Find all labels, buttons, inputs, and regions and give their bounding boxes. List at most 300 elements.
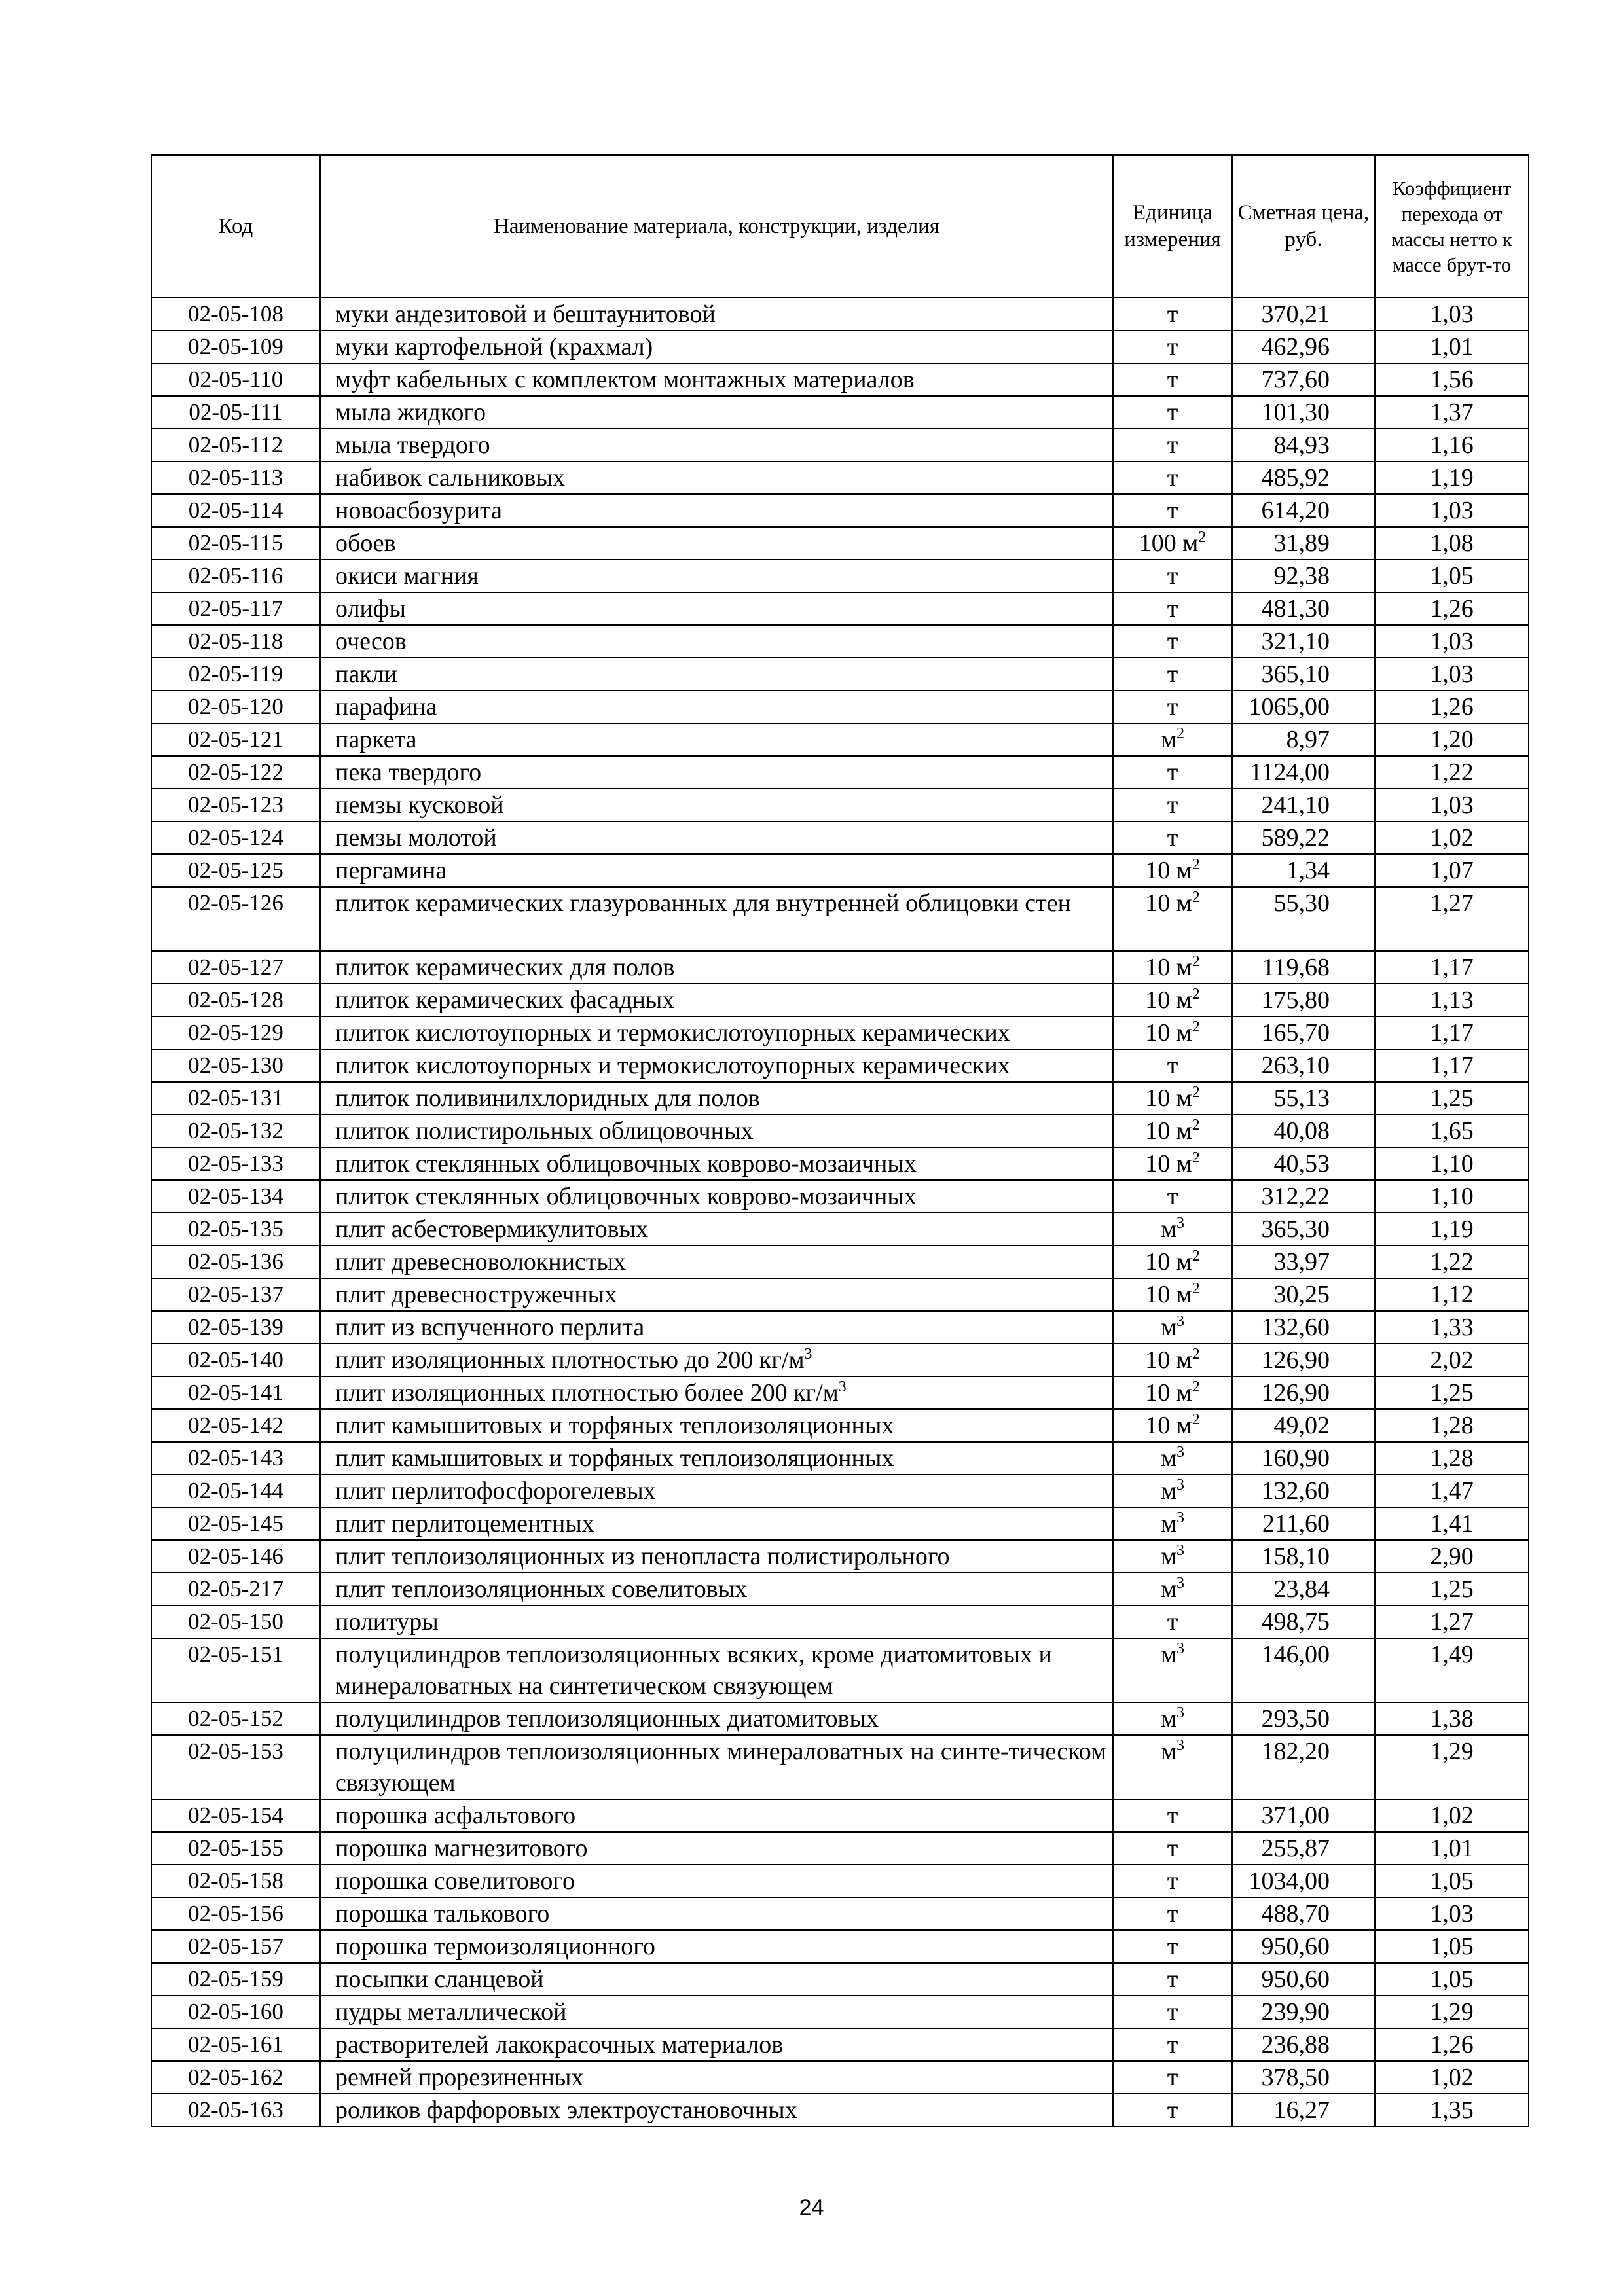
code-cell [151, 1930, 320, 1963]
coefficient-cell-text: 1,03 [1430, 791, 1474, 819]
code-cell [151, 984, 320, 1016]
code-cell-text: 02-05-114 [188, 497, 283, 523]
unit-cell [1113, 1897, 1232, 1930]
coefficient-cell-text: 1,10 [1430, 1183, 1474, 1210]
name-cell [320, 1016, 1113, 1049]
unit-cell [1113, 1475, 1232, 1507]
coefficient-cell-text: 1,27 [1430, 1608, 1474, 1636]
unit-cell [1113, 658, 1232, 691]
code-cell [151, 1702, 320, 1735]
table-row [151, 789, 1529, 821]
code-cell-text: 02-05-151 [188, 1641, 283, 1667]
name-cell [320, 1832, 1113, 1865]
unit-cell-text: 10 м [1145, 1379, 1192, 1407]
code-cell-text: 02-05-123 [188, 792, 283, 817]
code-cell-text: 02-05-135 [188, 1216, 283, 1242]
unit-cell-text: т [1167, 399, 1178, 426]
code-cell-text: 02-05-154 [188, 1803, 283, 1828]
price-cell [1232, 854, 1375, 887]
unit-cell-text: м [1160, 1641, 1177, 1668]
coefficient-cell-text: 1,05 [1430, 562, 1474, 590]
code-cell [151, 789, 320, 821]
coefficient-cell [1375, 429, 1529, 461]
code-cell-text: 02-05-124 [188, 825, 283, 850]
unit-cell-text: м [1160, 1705, 1177, 1732]
code-cell-text: 02-05-152 [188, 1706, 283, 1731]
price-cell-text: 55,13 [1273, 1085, 1330, 1112]
price-cell-text: 1124,00 [1249, 759, 1330, 786]
name-cell-text: муки андезитовой и бештаунитовой [335, 300, 716, 328]
unit-cell [1113, 1638, 1232, 1702]
price-cell [1232, 1049, 1375, 1082]
unit-cell-text: м [1160, 1444, 1177, 1472]
name-cell [320, 2028, 1113, 2061]
coefficient-cell-text: 1,22 [1430, 1248, 1474, 1276]
code-cell-text: 02-05-128 [188, 987, 283, 1013]
unit-cell [1113, 1865, 1232, 1897]
price-cell-text: 1065,00 [1249, 693, 1330, 721]
price-cell [1232, 1799, 1375, 1832]
coefficient-cell-text: 1,22 [1430, 759, 1474, 786]
table-row [151, 1832, 1529, 1865]
price-cell [1232, 560, 1375, 592]
unit-cell [1113, 2061, 1232, 2094]
unit-cell-text: т [1167, 1998, 1178, 2026]
table-row [151, 887, 1529, 951]
unit-cell [1113, 1799, 1232, 1832]
code-cell-text: 02-05-113 [188, 465, 283, 490]
coefficient-cell [1375, 560, 1529, 592]
coefficient-cell [1375, 527, 1529, 560]
name-cell [320, 1082, 1113, 1115]
coefficient-cell [1375, 691, 1529, 723]
code-cell-text: 02-05-122 [188, 759, 283, 785]
name-cell-text: плит камышитовых и торфяных теплоизоляционных [335, 1412, 894, 1439]
price-cell [1232, 429, 1375, 461]
price-cell [1232, 2094, 1375, 2126]
code-cell-text: 02-05-157 [188, 1933, 283, 1959]
table-row [151, 691, 1529, 723]
price-cell [1232, 1475, 1375, 1507]
coefficient-cell-text: 1,10 [1430, 1150, 1474, 1177]
table-row [151, 560, 1529, 592]
table-row [151, 1735, 1529, 1799]
header-row [151, 155, 1529, 298]
code-cell-text: 02-05-142 [188, 1412, 283, 1438]
coefficient-cell-text: 1,12 [1430, 1281, 1474, 1308]
unit-cell-text: т [1167, 1183, 1178, 1210]
unit-cell [1113, 723, 1232, 756]
coefficient-cell [1375, 1832, 1529, 1865]
price-cell [1232, 1246, 1375, 1278]
unit-cell [1113, 1180, 1232, 1213]
coefficient-cell-text: 1,49 [1430, 1641, 1474, 1668]
unit-cell-text: т [1167, 2064, 1178, 2091]
unit-cell-text: м [1160, 1575, 1177, 1603]
code-cell [151, 854, 320, 887]
coefficient-cell-text: 1,05 [1430, 1933, 1474, 1960]
code-cell-text: 02-05-144 [188, 1478, 283, 1503]
unit-cell-text: т [1167, 497, 1178, 524]
unit-cell-text: т [1167, 1835, 1178, 1862]
unit-cell [1113, 1409, 1232, 1442]
unit-cell [1113, 2028, 1232, 2061]
coefficient-cell-text: 1,25 [1430, 1575, 1474, 1603]
price-cell-text: 132,60 [1261, 1314, 1330, 1341]
unit-cell [1113, 1573, 1232, 1605]
coefficient-cell [1375, 2061, 1529, 2094]
unit-cell [1113, 1507, 1232, 1540]
price-cell-text: 49,02 [1273, 1412, 1330, 1439]
coefficient-cell-text: 1,16 [1430, 431, 1474, 459]
name-cell-text: растворителей лакокрасочных материалов [335, 2031, 784, 2058]
table-row [151, 461, 1529, 494]
name-cell [320, 429, 1113, 461]
table-row [151, 1311, 1529, 1344]
unit-cell-text: т [1167, 791, 1178, 819]
price-cell-text: 263,10 [1261, 1052, 1330, 1079]
price-cell-text: 33,97 [1273, 1248, 1330, 1276]
name-cell-text: порошка магнезитового [335, 1835, 588, 1862]
name-cell [320, 560, 1113, 592]
unit-cell-text: 10 м [1145, 889, 1192, 917]
coefficient-cell [1375, 1475, 1529, 1507]
coefficient-cell [1375, 1246, 1529, 1278]
coefficient-cell [1375, 1344, 1529, 1376]
code-cell-text: 02-05-143 [188, 1445, 283, 1471]
coefficient-cell [1375, 625, 1529, 658]
price-cell-text: 16,27 [1273, 2096, 1330, 2124]
unit-cell-superscript: 2 [1192, 1149, 1200, 1166]
price-cell-text: 8,97 [1286, 726, 1330, 753]
coefficient-cell-text: 1,56 [1430, 366, 1474, 393]
price-cell-text: 146,00 [1261, 1641, 1330, 1668]
table-row [151, 527, 1529, 560]
price-cell [1232, 658, 1375, 691]
coefficient-cell [1375, 592, 1529, 625]
code-cell-text: 02-05-133 [188, 1151, 283, 1176]
unit-cell [1113, 887, 1232, 951]
unit-cell [1113, 1049, 1232, 1082]
name-cell [320, 1442, 1113, 1475]
unit-cell [1113, 592, 1232, 625]
coefficient-cell [1375, 1115, 1529, 1147]
unit-cell-superscript: 3 [1176, 1640, 1185, 1657]
unit-cell [1113, 1311, 1232, 1344]
name-cell-text: плит теплоизоляционных совелитовых [335, 1575, 748, 1603]
name-cell-text: плиток стеклянных облицовочных коврово-мозаичных [335, 1150, 917, 1177]
unit-cell-superscript: 2 [1192, 1018, 1200, 1035]
price-cell-text: 1034,00 [1249, 1867, 1330, 1895]
table-row [151, 1246, 1529, 1278]
unit-cell-superscript: 3 [1176, 1575, 1185, 1592]
unit-cell [1113, 527, 1232, 560]
coefficient-cell [1375, 1147, 1529, 1180]
coefficient-cell-text: 1,47 [1430, 1477, 1474, 1505]
unit-cell-text: м [1160, 1738, 1177, 1765]
table-row [151, 1507, 1529, 1540]
name-cell-text: муфт кабельных с комплектом монтажных материалов [335, 366, 915, 393]
unit-cell [1113, 984, 1232, 1016]
name-cell [320, 592, 1113, 625]
code-cell-text: 02-05-140 [188, 1347, 283, 1372]
unit-cell-text: м [1160, 1543, 1177, 1570]
price-cell [1232, 756, 1375, 789]
table-row [151, 1475, 1529, 1507]
name-cell [320, 1799, 1113, 1832]
coefficient-cell [1375, 1799, 1529, 1832]
unit-cell [1113, 461, 1232, 494]
code-cell [151, 1573, 320, 1605]
name-cell [320, 691, 1113, 723]
unit-cell-text: 10 м [1145, 857, 1192, 884]
header-code: Код [151, 155, 320, 298]
code-cell [151, 1832, 320, 1865]
code-cell-text: 02-05-109 [188, 334, 283, 359]
price-cell-text: 31,89 [1273, 529, 1330, 557]
price-cell [1232, 331, 1375, 363]
code-cell-text: 02-05-115 [188, 530, 283, 556]
name-cell-text: мыла жидкого [335, 399, 486, 426]
name-cell [320, 1049, 1113, 1082]
code-cell-text: 02-05-153 [188, 1738, 283, 1764]
unit-cell-superscript: 2 [1192, 986, 1200, 1003]
code-cell [151, 1409, 320, 1442]
coefficient-cell [1375, 951, 1529, 984]
coefficient-cell [1375, 1638, 1529, 1702]
price-cell-text: 241,10 [1261, 791, 1330, 819]
price-cell [1232, 1115, 1375, 1147]
unit-cell-superscript: 3 [1176, 1477, 1185, 1494]
unit-cell-superscript: 2 [1192, 1247, 1200, 1265]
price-cell-text: 40,53 [1273, 1150, 1330, 1177]
name-cell-text: пакли [335, 660, 397, 688]
code-cell [151, 1082, 320, 1115]
price-cell-text: 365,10 [1261, 660, 1330, 688]
name-cell [320, 363, 1113, 396]
unit-cell-superscript: 2 [1192, 1084, 1200, 1101]
coefficient-cell-text: 1,28 [1430, 1412, 1474, 1439]
table-row [151, 363, 1529, 396]
coefficient-cell-text: 1,03 [1430, 1900, 1474, 1928]
name-cell [320, 1344, 1113, 1376]
price-cell-text: 293,50 [1261, 1705, 1330, 1732]
code-cell [151, 396, 320, 429]
table-row [151, 1016, 1529, 1049]
coefficient-cell [1375, 1016, 1529, 1049]
unit-cell-text: т [1167, 824, 1178, 852]
coefficient-cell [1375, 1735, 1529, 1799]
unit-cell [1113, 789, 1232, 821]
coefficient-cell-text: 1,28 [1430, 1444, 1474, 1472]
coefficient-cell-text: 1,20 [1430, 726, 1474, 753]
price-cell [1232, 2028, 1375, 2061]
coefficient-cell [1375, 2094, 1529, 2126]
unit-cell-text: м [1160, 1215, 1177, 1243]
unit-cell [1113, 625, 1232, 658]
unit-cell [1113, 1702, 1232, 1735]
unit-cell-text: 10 м [1145, 1117, 1192, 1145]
name-cell-text: окиси магния [335, 562, 479, 590]
unit-cell-text: м [1160, 1510, 1177, 1537]
price-cell [1232, 887, 1375, 951]
coefficient-cell-text: 1,01 [1430, 333, 1474, 361]
price-cell [1232, 1963, 1375, 1996]
table-row [151, 1376, 1529, 1409]
price-cell [1232, 1865, 1375, 1897]
name-cell-text: плит древесностружечных [335, 1281, 617, 1308]
price-cell-text: 462,96 [1261, 333, 1330, 361]
unit-cell [1113, 1082, 1232, 1115]
table-row [151, 494, 1529, 527]
table-row [151, 1799, 1529, 1832]
name-cell [320, 461, 1113, 494]
code-cell [151, 429, 320, 461]
code-cell-text: 02-05-217 [188, 1576, 283, 1602]
name-cell-text: новоасбозурита [335, 497, 503, 524]
table-row [151, 658, 1529, 691]
price-cell [1232, 1082, 1375, 1115]
coefficient-cell [1375, 298, 1529, 331]
price-cell [1232, 1702, 1375, 1735]
price-cell [1232, 1996, 1375, 2028]
name-cell-text: плит изоляционных плотностью до 200 кг/м [335, 1346, 805, 1374]
code-cell [151, 494, 320, 527]
price-cell-text: 378,50 [1261, 2064, 1330, 2091]
code-cell-text: 02-05-129 [188, 1020, 283, 1045]
unit-cell-text: т [1167, 1802, 1178, 1829]
coefficient-cell [1375, 854, 1529, 887]
unit-cell [1113, 821, 1232, 854]
name-cell [320, 1996, 1113, 2028]
name-cell [320, 1865, 1113, 1897]
price-cell [1232, 1832, 1375, 1865]
table-row [151, 1605, 1529, 1638]
unit-cell [1113, 560, 1232, 592]
unit-cell [1113, 1735, 1232, 1799]
price-cell-text: 132,60 [1261, 1477, 1330, 1505]
code-cell [151, 1475, 320, 1507]
coefficient-cell [1375, 1605, 1529, 1638]
unit-cell [1113, 1016, 1232, 1049]
price-cell [1232, 494, 1375, 527]
header-unit: Единица измерения [1113, 155, 1232, 298]
coefficient-cell [1375, 756, 1529, 789]
name-cell [320, 298, 1113, 331]
name-cell [320, 723, 1113, 756]
code-cell-text: 02-05-136 [188, 1249, 283, 1274]
code-cell [151, 1963, 320, 1996]
name-cell [320, 1147, 1113, 1180]
coefficient-cell-text: 1,05 [1430, 1867, 1474, 1895]
unit-cell-text: т [1167, 366, 1178, 393]
name-cell-text: плиток керамических глазурованных для внутренней облицовки стен [335, 889, 1071, 917]
price-cell [1232, 1213, 1375, 1246]
unit-cell-superscript: 2 [1192, 1117, 1200, 1134]
unit-cell-text: 10 м [1145, 1412, 1192, 1439]
coefficient-cell-text: 1,01 [1430, 1835, 1474, 1862]
table-row [151, 854, 1529, 887]
price-cell [1232, 396, 1375, 429]
unit-cell-text: 10 м [1145, 1248, 1192, 1276]
coefficient-cell [1375, 1897, 1529, 1930]
name-cell [320, 887, 1113, 951]
name-cell-superscript: 3 [804, 1346, 812, 1363]
name-cell-text: парафина [335, 693, 437, 721]
unit-cell-text: т [1167, 1608, 1178, 1636]
unit-cell-text: м [1160, 1314, 1177, 1341]
table-row [151, 625, 1529, 658]
unit-cell-text: т [1167, 2031, 1178, 2058]
code-cell [151, 1246, 320, 1278]
coefficient-cell-text: 1,17 [1430, 1052, 1474, 1079]
unit-cell-superscript: 2 [1192, 889, 1200, 906]
code-cell [151, 756, 320, 789]
name-cell-text: плиток полистирольных облицовочных [335, 1117, 754, 1145]
coefficient-cell-text: 1,17 [1430, 1019, 1474, 1047]
name-cell-text: плиток стеклянных облицовочных коврово-мозаичных [335, 1183, 917, 1210]
code-cell-text: 02-05-119 [188, 661, 283, 687]
code-cell-text: 02-05-141 [188, 1380, 283, 1405]
name-cell [320, 494, 1113, 527]
code-cell [151, 1213, 320, 1246]
code-cell-text: 02-05-161 [188, 2032, 283, 2057]
price-cell-text: 950,60 [1261, 1933, 1330, 1960]
coefficient-cell [1375, 1507, 1529, 1540]
code-cell [151, 821, 320, 854]
name-cell [320, 1278, 1113, 1311]
name-cell [320, 821, 1113, 854]
code-cell-text: 02-05-160 [188, 1999, 283, 2024]
price-cell-text: 182,20 [1261, 1738, 1330, 1765]
coefficient-cell-text: 1,27 [1430, 889, 1474, 917]
header-coefficient: Коэффициент перехода от массы нетто к массе брут-то [1375, 155, 1529, 298]
unit-cell [1113, 363, 1232, 396]
table-row [151, 331, 1529, 363]
unit-cell-superscript: 2 [1192, 1346, 1200, 1363]
table-row [151, 1638, 1529, 1702]
table-row [151, 1702, 1529, 1735]
coefficient-cell [1375, 887, 1529, 951]
price-cell-text: 371,00 [1261, 1802, 1330, 1829]
header-name: Наименование материала, конструкции, изделия [320, 155, 1113, 298]
code-cell-text: 02-05-150 [188, 1609, 283, 1634]
unit-cell [1113, 2094, 1232, 2126]
coefficient-cell-text: 1,41 [1430, 1510, 1474, 1537]
unit-cell-text: т [1167, 1052, 1178, 1079]
code-cell [151, 1344, 320, 1376]
name-cell-text: плит перлитофосфорогелевых [335, 1477, 656, 1505]
price-cell [1232, 298, 1375, 331]
name-cell-text: посыпки сланцевой [335, 1965, 544, 1993]
unit-cell-text: м [1160, 1477, 1177, 1505]
table-row [151, 592, 1529, 625]
coefficient-cell [1375, 984, 1529, 1016]
code-cell [151, 560, 320, 592]
name-cell [320, 1507, 1113, 1540]
price-cell [1232, 461, 1375, 494]
coefficient-cell [1375, 1278, 1529, 1311]
price-cell-text: 55,30 [1273, 889, 1330, 917]
price-cell [1232, 1897, 1375, 1930]
code-cell [151, 1049, 320, 1082]
coefficient-cell-text: 1,02 [1430, 824, 1474, 852]
unit-cell-superscript: 2 [1192, 856, 1200, 873]
name-cell [320, 1180, 1113, 1213]
code-cell-text: 02-05-134 [188, 1183, 283, 1209]
code-cell [151, 1442, 320, 1475]
name-cell-text: плит теплоизоляционных из пенопласта полистирольного [335, 1543, 950, 1570]
